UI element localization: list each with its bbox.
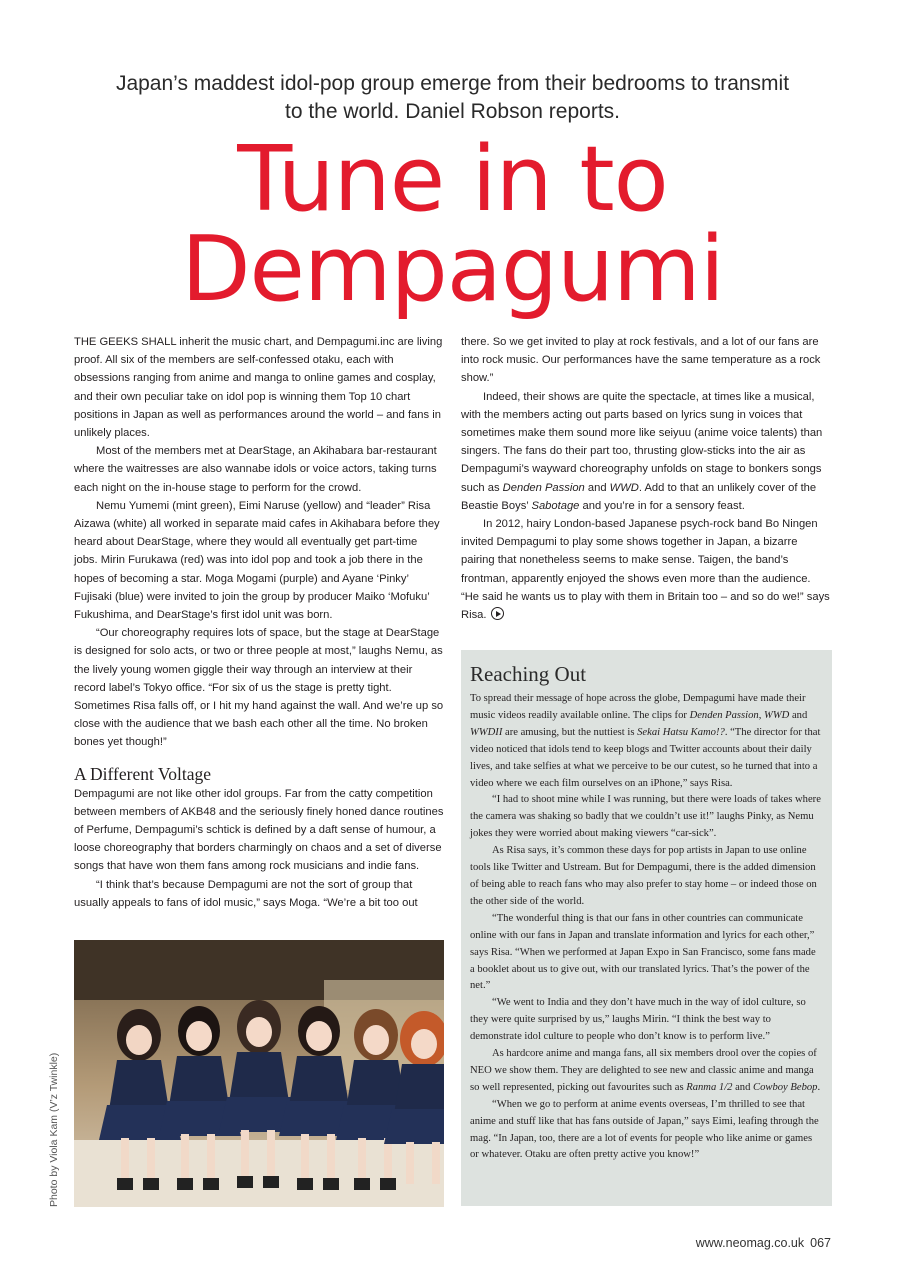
- text-run: To spread their message of hope across the globe, Dempagumi have made their music videos readily available online. The clips for: [470, 693, 806, 721]
- song-title: Sabotage: [531, 499, 580, 512]
- paragraph: Dempagumi are not like other idol groups. Far from the catty competition between members of AKB48 and the seriously finely honed dance routines of Perfume, Dempagumi’s schtick is defined by a daft sense of humour, a loose choreography that borders charmingly on chaos and a set of diverse songs that have won them fans among rock musicians and indie fans.: [74, 787, 444, 873]
- text-run: In 2012, hairy London-based Japanese psych-rock band Bo Ningen invited Dempagumi to play some shows together in Japan, a bizarre pairing that nonetheless seems to make sense. Taigen, the band’s frontman, apparently enjoyed the shows even more than the audience. “He said he wants us to play with them in Britain too – and so do we!” says Risa.: [461, 518, 830, 622]
- sidebar-box: [461, 650, 832, 1206]
- end-of-article-icon: [491, 607, 504, 620]
- anime-title: Ranma 1/2: [686, 1081, 733, 1093]
- paragraph: [470, 691, 823, 792]
- paragraph: “I think that’s because Dempagumi are not the sort of group that usually appeals to fans of idol music,” says Moga. “We’re a bit too out: [74, 878, 418, 909]
- text-run: ,: [758, 709, 765, 721]
- page-number: 067: [810, 1236, 831, 1250]
- standfirst-line-2: to the world. Daniel Robson reports.: [284, 100, 620, 123]
- page-footer: [696, 1236, 831, 1250]
- paragraph: [461, 515, 831, 624]
- paragraph: [470, 1046, 823, 1097]
- headline-line-2: Dempagumi: [181, 217, 724, 322]
- standfirst-line-1: Japan’s maddest idol-pop group emerge from their bedrooms to transmit: [115, 72, 790, 95]
- text-run: and you’re in for a sensory feast.: [579, 499, 745, 512]
- headline-line-1: Tune in to: [237, 127, 668, 232]
- paragraph: As Risa says, it’s common these days for pop artists in Japan to use online tools like Twitter and Ustream. But for Dempagumi, there is the added dimension of being able to reach fans who may also prefer to stay home – or indeed those on the other side of the world.: [470, 845, 817, 907]
- website-url[interactable]: www.neomag.co.uk: [695, 1236, 805, 1250]
- text-run: .: [817, 1081, 821, 1093]
- text-run: and: [789, 709, 808, 721]
- paragraph: [461, 388, 831, 515]
- paragraph: THE GEEKS SHALL inherit the music chart, and Dempagumi.inc are living proof. All six of the members are self-confessed otaku, each with obsessions ranging from anime and manga to online games and cosplay, and their own peculiar take on idol pop is winning them Top 10 chart positions in Japan as well as performances around the world – and fans in unlikely places.: [74, 336, 443, 440]
- video-title: Denden Passion: [689, 709, 759, 721]
- photo-credit: Photo by Viola Kam (V’z Twinkle): [48, 1052, 60, 1207]
- text-run: . “The director for that video noticed that idols tend to keep blogs and Twitter accounts about their daily lives, and take selfies at what we perceive to be our cutest, so he turned that into a video where we each film ourselves on an iPhone,” says Risa.: [470, 726, 821, 789]
- text-run: and: [584, 481, 610, 494]
- song-title: Denden Passion: [502, 481, 585, 494]
- standfirst: [0, 70, 905, 126]
- subheading: A Different Voltage: [74, 763, 212, 784]
- headline: [0, 127, 905, 322]
- text-run: . Add to that an unlikely cover of the Beastie Boys’: [461, 481, 817, 512]
- paragraph: “We went to India and they don’t have much in the way of idol culture, so they were quite surprised by us,” laughs Mirin. “I think the best way to demonstrate idol culture to people who don’t know is to perform live.”: [470, 997, 806, 1043]
- paragraph: “I had to shoot mine while I was running, but there were loads of takes where the camera was shaking so badly that we couldn’t use it!” laughs Pinky, as Nemu jokes they were worried about making viewers “car-sick”.: [470, 794, 821, 840]
- group-photo: [74, 940, 444, 1207]
- paragraph: Most of the members met at DearStage, an Akihabara bar-restaurant where the waitresses are also wannabe idols or voice actors, taking turns each night on the in-house stage to perform for the crowd.: [74, 445, 437, 494]
- column-left: [74, 333, 444, 912]
- anime-title: Cowboy Bebop: [753, 1081, 818, 1093]
- video-title: WWD: [764, 709, 790, 721]
- video-title: Sekai Hatsu Kamo!?: [637, 726, 725, 738]
- song-title: WWD: [609, 481, 639, 494]
- text-run: Indeed, their shows are quite the spectacle, at times like a musical, with the members acting out parts based on lyrics sung in voices that sometimes make them sound more like seiyuu (anime voice talents) than singers. The fans do their part too, thrusting glow-sticks into the air as Dempagumi’s wayward choreography unfolds on stage to bonkers songs such as: [461, 390, 823, 494]
- paragraph: there. So we get invited to play at rock festivals, and a lot of our fans are into rock music. Our performances have the same temperature as a rock show.”: [461, 336, 821, 385]
- group-photo-illustration: [74, 940, 444, 1207]
- text-run: are amusing, but the nuttiest is: [502, 726, 638, 738]
- text-run: and: [732, 1081, 754, 1093]
- paragraph: “Our choreography requires lots of space, but the stage at DearStage is designed for solo acts, or two or three people at most,” laughs Nemu, as the lively young women giggle their way through an interview at their record label’s Tokyo office. “For six of us the stage is pretty tight. Sometimes Risa falls off, or I hit my hand against the wall. And we’re up so close with the audience that we bash each other all the time. No broken bones yet though!”: [74, 627, 444, 749]
- sidebar-body: [470, 691, 823, 1164]
- paragraph: “The wonderful thing is that our fans in other countries can communicate online with our fans in Japan and translate information and lyrics for each other,” says Risa. “When we performed at Japan Expo in San Francisco, some fans made a booklet about us to give out, with our translated lyrics. That’s the power of the net.”: [470, 912, 816, 992]
- column-right: [461, 333, 831, 624]
- text-run: As hardcore anime and manga fans, all six members drool over the copies of NEO we show them. They are delighted to see new and classic anime and manga so well represented, picking out favourites such as: [470, 1048, 817, 1093]
- video-title: WWDII: [470, 726, 503, 738]
- paragraph: Nemu Yumemi (mint green), Eimi Naruse (yellow) and “leader” Risa Aizawa (white) all worked in separate maid cafes in Akihabara before they heard about DearStage, where they would all eventually get part-time jobs. Mirin Furukawa (red) was into idol pop and took a job there in the hopes of becoming a star. Moga Mogami (purple) and Ayane ‘Pinky’ Fujisaki (blue) were invited to join the group by producer Maiko ‘Mofuku’ Fukushima, and DearStage’s first idol unit was born.: [74, 499, 440, 622]
- paragraph: “When we go to perform at anime events overseas, I’m thrilled to see that anime and stuff like that has fans outside of Japan,” says Eimi, leafing through the mag. “In Japan, too, there are a lot of events for people who like anime or games or whatever. Otaku are often pretty active you know!”: [470, 1098, 819, 1161]
- sidebar-title: Reaching Out: [470, 662, 587, 686]
